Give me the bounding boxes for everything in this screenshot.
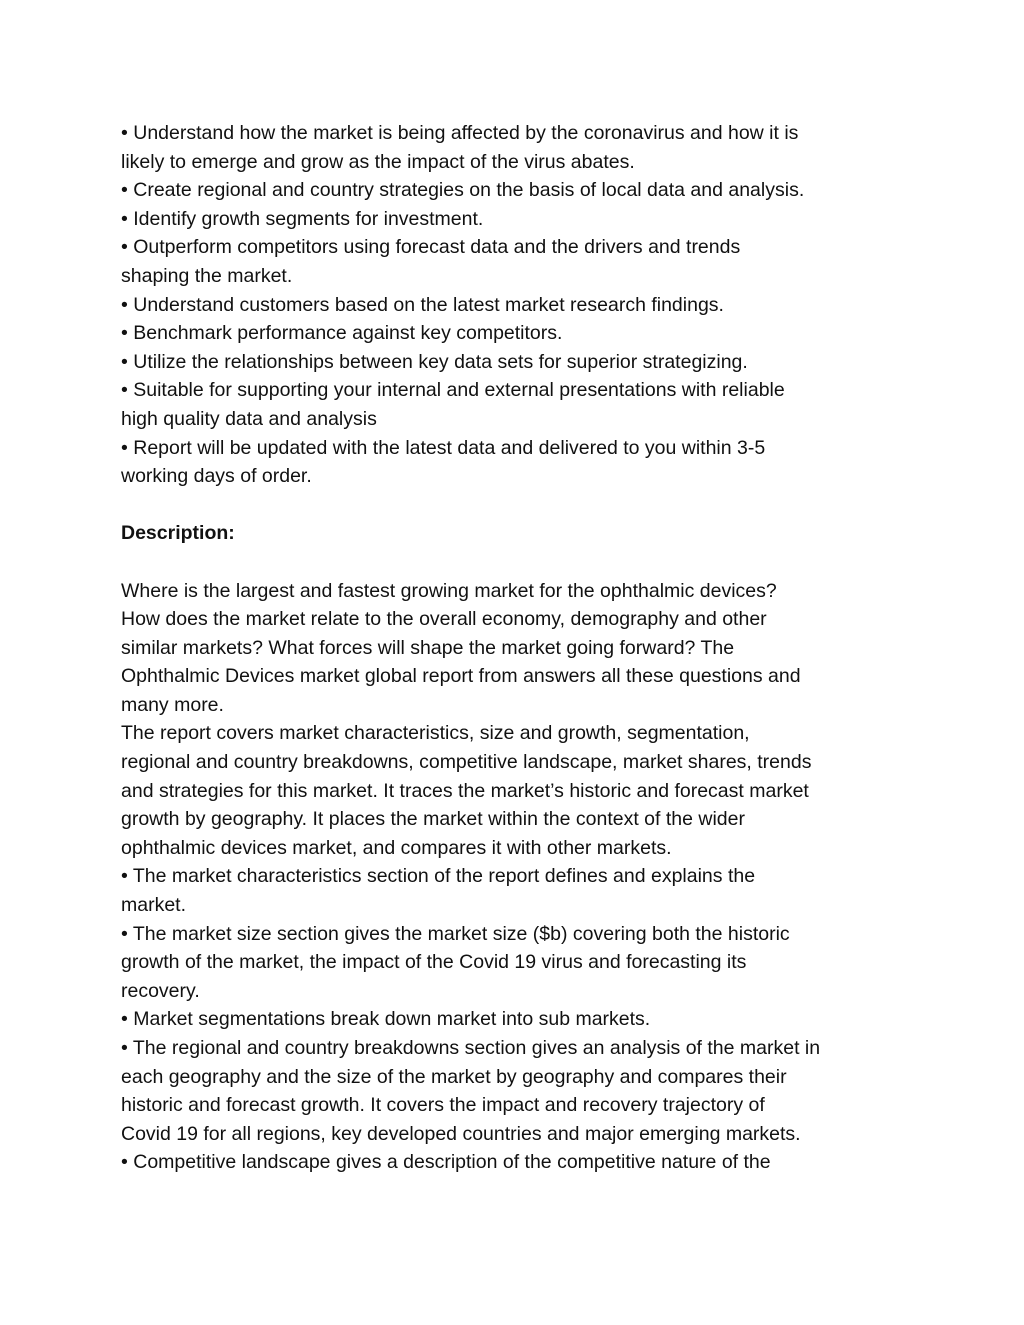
- text-line: • Utilize the relationships between key data sets for superior strategizing.: [121, 350, 748, 373]
- text-line: • Outperform competitors using forecast data and the drivers and trends: [121, 236, 741, 259]
- text-line: • Competitive landscape gives a description of the competitive nature of the: [121, 1151, 771, 1174]
- benefits-list: [121, 119, 921, 491]
- text-line: The report covers market characteristics, size and growth, segmentation,: [121, 722, 750, 745]
- text-line: • Market segmentations break down market into sub markets.: [121, 1008, 651, 1031]
- text-line: many more.: [121, 693, 224, 716]
- text-line: • Report will be updated with the latest data and delivered to you within 3-5: [121, 436, 766, 459]
- text-line: working days of order.: [121, 465, 312, 488]
- text-line: each geography and the size of the market by geography and compares their: [121, 1065, 787, 1088]
- text-line: high quality data and analysis: [121, 407, 377, 430]
- text-line: Ophthalmic Devices market global report from answers all these questions and: [121, 665, 801, 688]
- text-line: similar markets? What forces will shape the market going forward? The: [121, 636, 735, 659]
- text-line: market.: [121, 894, 187, 917]
- text-line: Where is the largest and fastest growing market for the ophthalmic devices?: [121, 579, 777, 602]
- text-line: regional and country breakdowns, competitive landscape, market shares, trends: [121, 751, 812, 774]
- text-line: recovery.: [121, 979, 200, 1002]
- text-line: shaping the market.: [121, 264, 293, 287]
- text-line: and strategies for this market. It traces the market’s historic and forecast market: [121, 779, 809, 802]
- text-line: • The regional and country breakdowns section gives an analysis of the market in: [121, 1037, 821, 1059]
- paragraph-gap: [121, 548, 921, 577]
- description-body: [121, 577, 921, 1177]
- text-line: • Understand how the market is being affected by the coronavirus and how it is: [121, 122, 799, 144]
- text-line: How does the market relate to the overall economy, demography and other: [121, 608, 767, 631]
- paragraph-gap: [121, 491, 921, 520]
- text-line: Covid 19 for all regions, key developed countries and major emerging markets.: [121, 1122, 801, 1145]
- text-line: • Suitable for supporting your internal and external presentations with reliable: [121, 379, 785, 402]
- text-line: • The market characteristics section of the report defines and explains the: [121, 865, 756, 888]
- description-heading: Description:: [121, 522, 235, 545]
- text-line: growth of the market, the impact of the Covid 19 virus and forecasting its: [121, 951, 747, 974]
- text-line: • The market size section gives the market size ($b) covering both the historic: [121, 922, 790, 945]
- text-line: ophthalmic devices market, and compares it with other markets.: [121, 836, 672, 859]
- text-line: • Understand customers based on the latest market research findings.: [121, 293, 724, 316]
- text-line: likely to emerge and grow as the impact of the virus abates.: [121, 150, 635, 173]
- text-line: growth by geography. It places the market within the context of the wider: [121, 808, 745, 831]
- text-line: • Create regional and country strategies on the basis of local data and analysis.: [121, 179, 805, 202]
- text-line: historic and forecast growth. It covers the impact and recovery trajectory of: [121, 1094, 765, 1117]
- text-line: • Benchmark performance against key competitors.: [121, 322, 563, 345]
- document-page: [121, 119, 921, 1177]
- text-line: • Identify growth segments for investment.: [121, 207, 484, 230]
